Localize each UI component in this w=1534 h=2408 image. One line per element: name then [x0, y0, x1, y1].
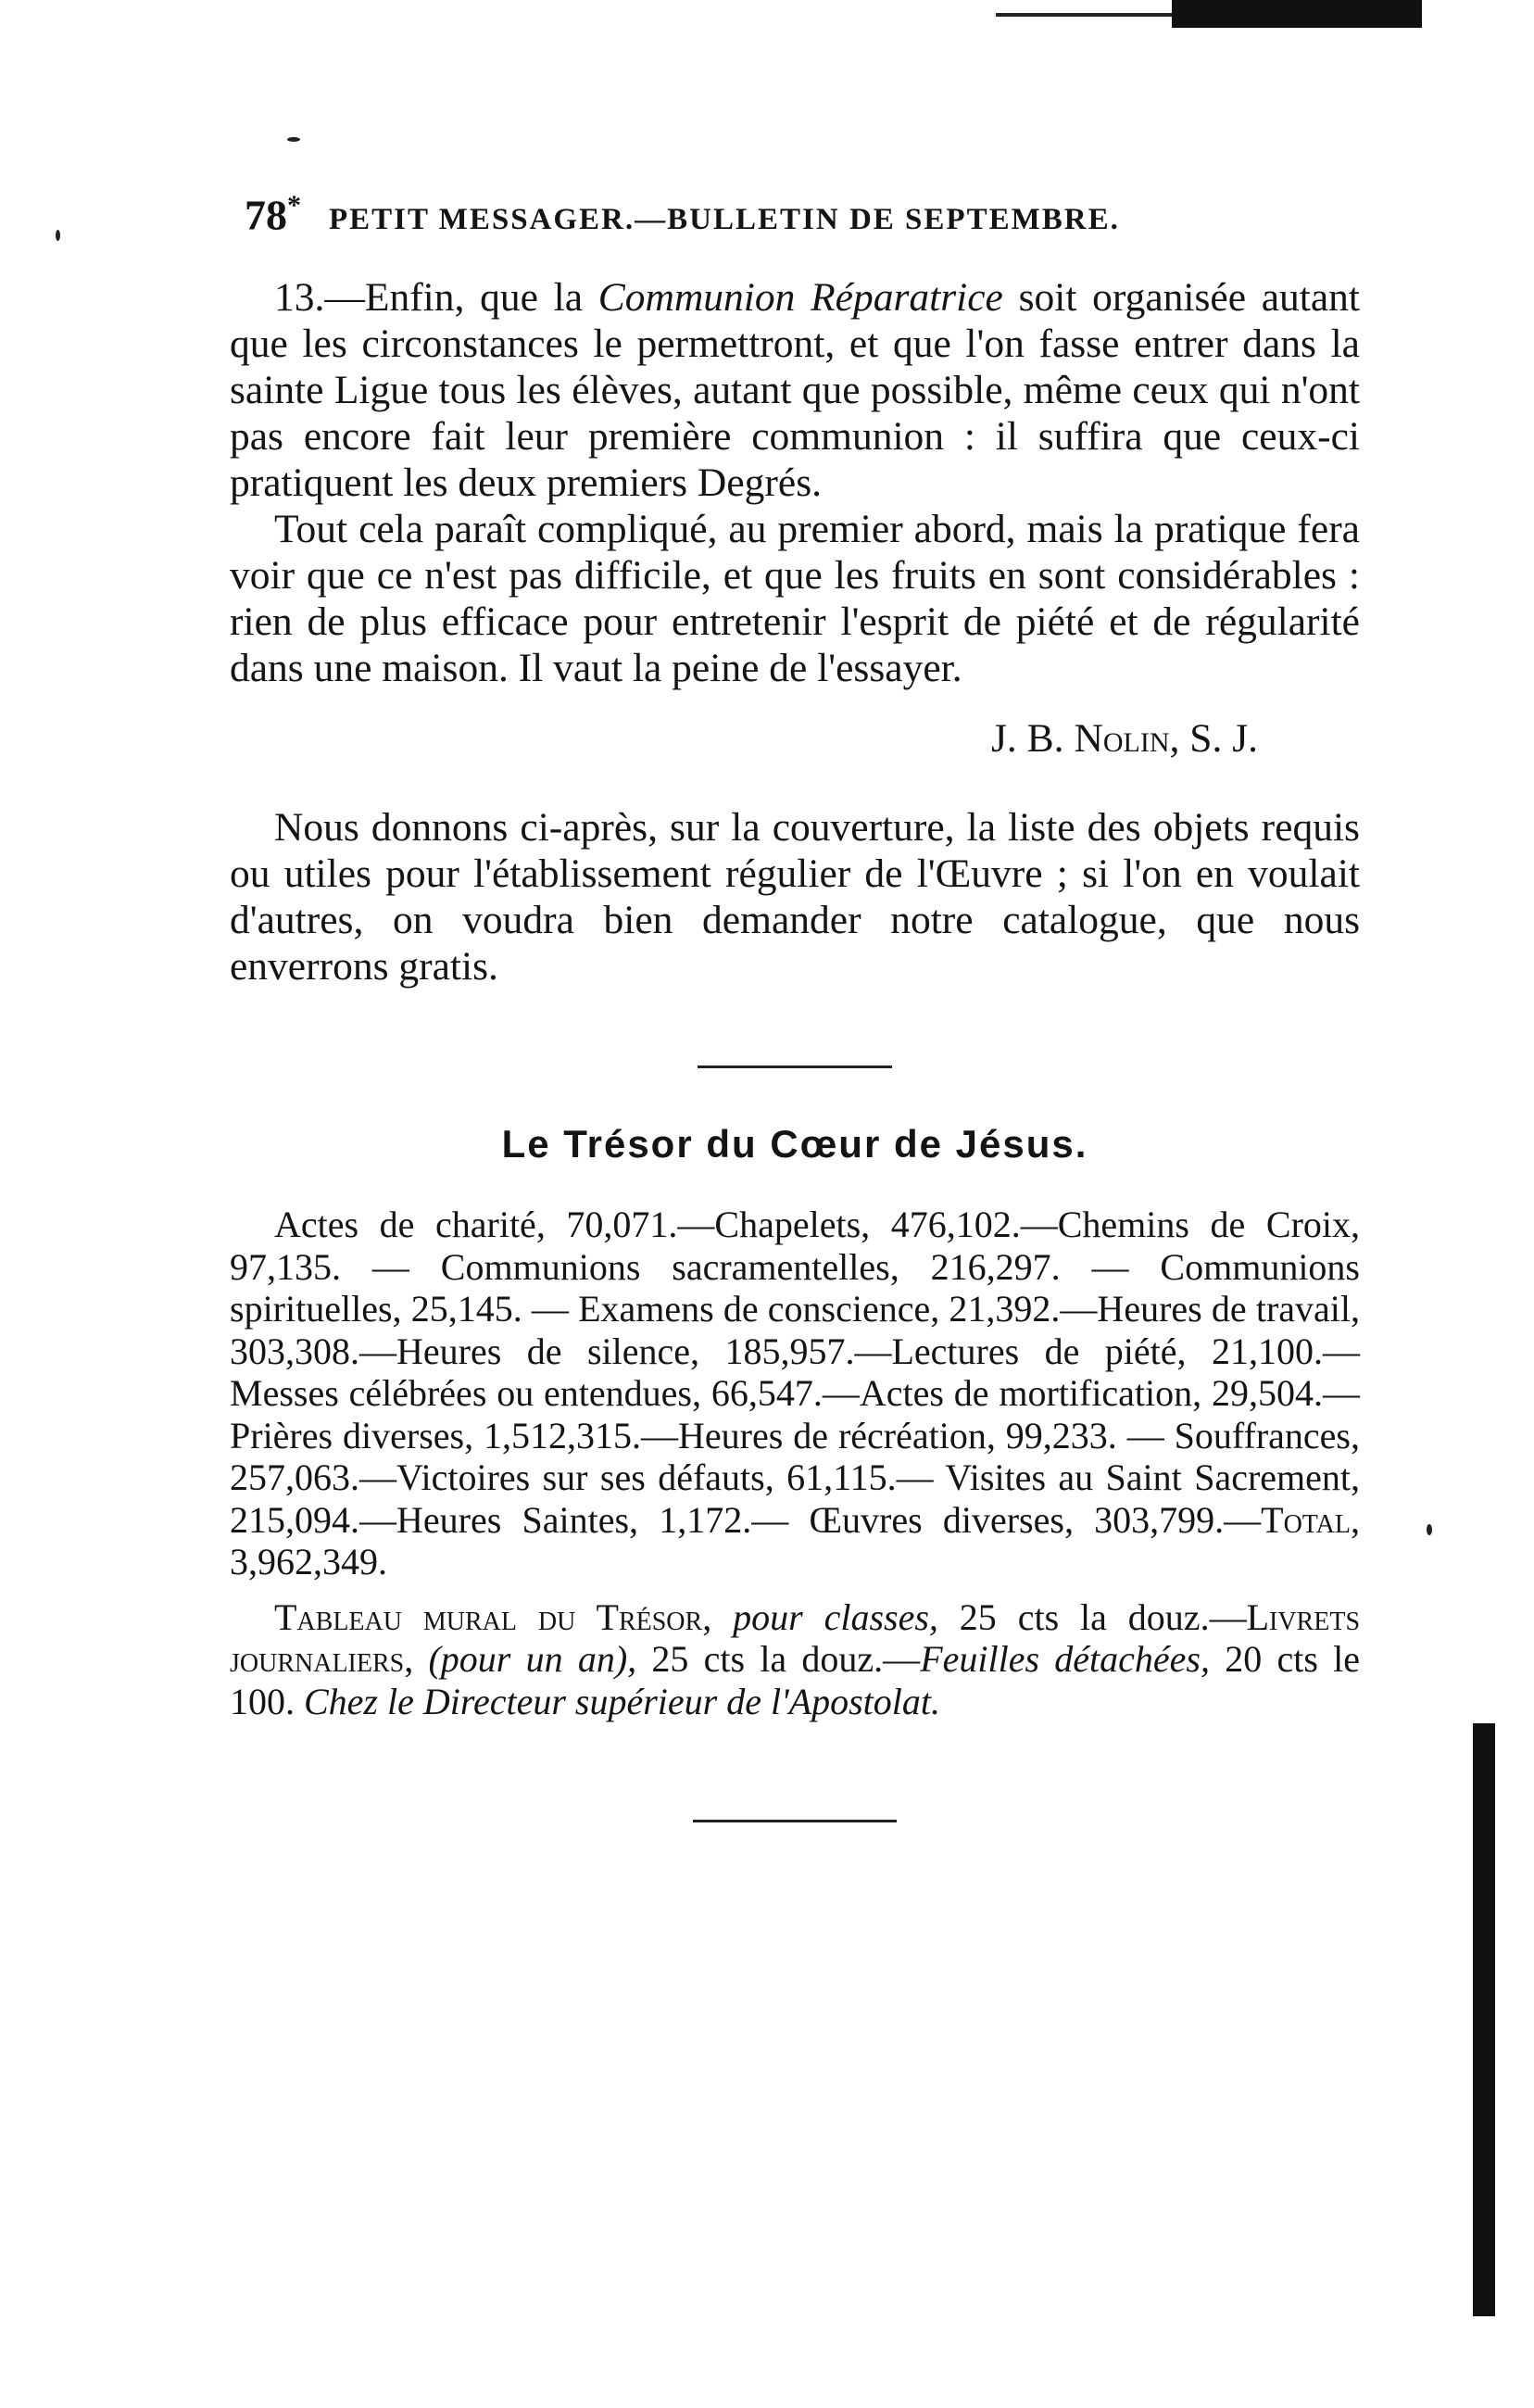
author-signature: J. B. Nolin, S. J.: [990, 716, 1258, 762]
scan-speck: [56, 230, 60, 241]
page: [230, 190, 1360, 1822]
running-head: [245, 190, 1360, 239]
total-value: , 3,962,349.: [230, 1498, 1360, 1583]
announcement: Tableau mural du Trésor, pour classes, 25 cts la douz.—Livrets journaliers, (pour un an), 25 cts la douz.—Feuilles détachées, 20 cts le 100. Chez le Directeur supérieur de l'Apostolat.: [230, 1595, 1361, 1722]
scan-edge-mark: [996, 0, 1422, 32]
scan-speck: [1427, 1524, 1432, 1535]
scan-speck: [287, 137, 300, 142]
paragraph-13: 13.—Enfin, que la Communion Réparatrice soit organisée autant que les circonstances le permettront, et que l'on fasse entrer dans la sainte Ligue tous les élèves, autant que possible, même ceux qui n'ont pas encore fait leur première communion : il suffira que ceux-ci pratiquent les deux premiers Degrés.: [230, 275, 1360, 506]
scan-edge-line: [996, 13, 1181, 17]
running-title: PETIT MESSAGER.—BULLETIN DE SEPTEMBRE.: [329, 203, 1120, 237]
catalogue-notice: Nous donnons ci-après, sur la couverture, la liste des objets requis ou utiles pour l'établissement régulier de l'Œuvre ; si l'on en voulait d'autres, on voudra bien demander notre catalogue, que nous enverrons gratis.: [230, 805, 1360, 990]
treasury-tally: Actes de charité, 70,071.—Chapelets, 476,102.—Chemins de Croix, 97,135. — Communions sacramentelles, 216,297. — Communions spirituelles, 25,145. — Examens de conscience, 21,392.—Heures de travail, 303,308.—Heures de silence, 185,957.—Lectures de piété, 21,100.—Messes célébrées ou entendues, 66,547.—Actes de mortification, 29,504.—Prières diverses, 1,512,315.—Heures de récréation, 99,233. — Souffrances, 257,063.—Victoires sur ses défauts, 61,115.— Visites au Saint Sacrement, 215,094.—Heures Saintes, 1,172.— Œuvres diverses, 303,799.—Total, 3,962,349.: [230, 1204, 1360, 1583]
section-title: Le Trésor du Cœur de Jésus.: [501, 1122, 1088, 1166]
end-divider: [693, 1820, 897, 1822]
emphasis-communion: Communion Réparatrice: [597, 275, 1003, 321]
scan-margin-bar: [1473, 1723, 1495, 2316]
paragraph-conclusion: Tout cela paraît compliqué, au premier abord, mais la pratique fera voir que ce n'est pas difficile, et que les fruits en sont considérables : rien de plus efficace pour entretenir l'esprit de piété et de régularité dans une maison. Il vaut la peine de l'essayer.: [230, 507, 1360, 691]
scan-edge-bar: [1172, 0, 1422, 28]
page-number: 78*: [245, 190, 301, 239]
page-mark: *: [287, 190, 301, 221]
section-divider: [698, 1065, 892, 1068]
total-label: Total: [1261, 1498, 1351, 1541]
